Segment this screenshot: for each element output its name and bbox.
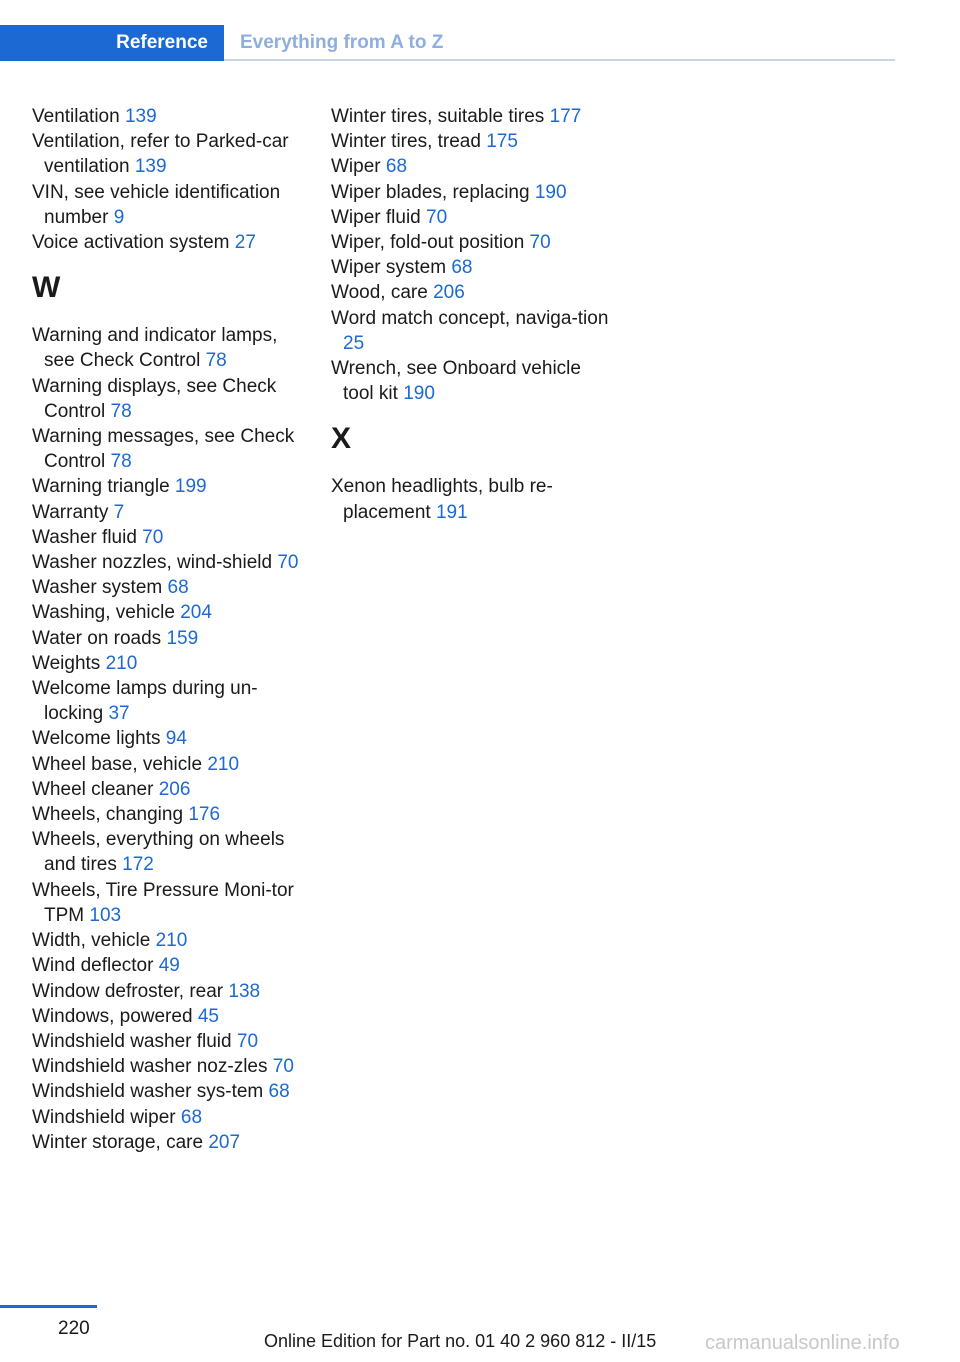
index-entry-text: Water on roads xyxy=(32,627,162,649)
index-entry-text: Wiper, fold-out position xyxy=(331,232,525,254)
watermark: carmanualsonline.info xyxy=(705,1332,900,1354)
index-entry-text: Word match concept, naviga-tion xyxy=(331,307,609,329)
index-entry-text: Wheels, changing xyxy=(32,804,184,826)
index-entry-text: Wrench, see Onboard vehicle tool kit xyxy=(331,358,581,405)
index-page-link[interactable]: 103 xyxy=(89,904,122,926)
index-entry xyxy=(32,424,312,474)
index-page-link[interactable]: 45 xyxy=(197,1005,219,1027)
index-entry-text: Warning messages, see Check Control xyxy=(32,426,295,473)
index-entry xyxy=(32,374,312,424)
index-column-left xyxy=(32,104,312,1155)
edition-info: Online Edition for Part no. 01 40 2 960 812 - II/15 xyxy=(264,1331,657,1351)
index-entry xyxy=(32,979,312,1004)
index-entry xyxy=(32,525,312,550)
index-entry xyxy=(331,104,611,129)
index-page-link[interactable]: 27 xyxy=(234,232,256,254)
index-entry xyxy=(32,600,312,625)
index-entry xyxy=(32,802,312,827)
index-page-link[interactable]: 204 xyxy=(180,602,212,624)
index-entry xyxy=(32,474,312,499)
index-entry xyxy=(32,878,312,928)
index-entry xyxy=(32,676,312,726)
index-page-link[interactable]: 199 xyxy=(174,476,207,498)
index-page-link[interactable]: 190 xyxy=(534,181,567,203)
index-entry xyxy=(331,474,611,524)
index-page-link[interactable]: 70 xyxy=(426,206,448,228)
index-entry-text: Weights xyxy=(32,652,101,674)
index-entry-text: Wiper xyxy=(331,156,381,178)
index-page-link[interactable]: 206 xyxy=(433,282,465,304)
index-entry-text: Wiper system xyxy=(331,257,447,279)
index-page-link[interactable]: 78 xyxy=(110,400,132,422)
index-entry xyxy=(32,752,312,777)
index-entry-text: Washer system xyxy=(32,577,163,599)
index-entry xyxy=(32,1105,312,1130)
index-entry-text: Wiper fluid xyxy=(331,206,421,228)
index-page-link[interactable]: 139 xyxy=(124,106,157,127)
index-entry-text: Warning triangle xyxy=(32,476,170,498)
index-entry xyxy=(32,1029,312,1054)
index-entry xyxy=(32,928,312,953)
index-entry xyxy=(32,500,312,525)
index-entry xyxy=(32,1130,312,1155)
index-page-link[interactable]: 68 xyxy=(167,577,189,599)
index-entry-text: Xenon headlights, bulb re-placement xyxy=(331,476,553,523)
index-entry-text: Wiper blades, replacing xyxy=(331,181,530,203)
index-entry xyxy=(32,726,312,751)
index-page-link[interactable]: 206 xyxy=(158,778,191,800)
index-entry xyxy=(32,323,312,373)
index-entry xyxy=(32,104,312,129)
index-page-link[interactable]: 70 xyxy=(272,1056,294,1078)
index-page-link[interactable]: 210 xyxy=(105,652,138,674)
index-entry-text: Warranty xyxy=(32,501,109,523)
index-entry xyxy=(32,575,312,600)
index-page-link[interactable]: 68 xyxy=(385,156,408,178)
index-entry-text: Warning and indicator lamps, see Check Control xyxy=(32,325,278,372)
index-entry xyxy=(331,129,611,154)
page-number: 220 xyxy=(58,1318,90,1339)
index-entry-text: Wood, care xyxy=(331,282,428,304)
index-page-link[interactable]: 191 xyxy=(435,501,468,523)
header-tab-reference: Reference xyxy=(0,25,224,61)
index-entry-text: Wheel base, vehicle xyxy=(32,753,203,775)
index-entry-text: Windshield washer fluid xyxy=(32,1030,232,1052)
index-entry-text: Windshield wiper xyxy=(32,1106,176,1128)
index-page-link[interactable]: 70 xyxy=(529,232,551,254)
index-page-link[interactable]: 190 xyxy=(403,383,435,405)
index-entry-text: Window defroster, rear xyxy=(32,980,224,1002)
index-page-link[interactable]: 78 xyxy=(110,451,132,473)
index-page-link[interactable]: 70 xyxy=(277,552,299,574)
index-entry-text: Washer nozzles, wind-shield xyxy=(32,552,273,574)
index-letter-heading: W xyxy=(32,271,61,305)
index-entry xyxy=(32,129,312,179)
index-page-link[interactable]: 25 xyxy=(343,332,365,354)
index-page-link[interactable]: 207 xyxy=(208,1131,241,1153)
index-page-link[interactable]: 138 xyxy=(228,980,261,1002)
index-entry xyxy=(32,230,312,255)
index-entry-text: Winter storage, care xyxy=(32,1131,204,1153)
index-entry xyxy=(32,953,312,978)
index-page-link[interactable]: 159 xyxy=(166,627,199,649)
index-column-right xyxy=(331,104,611,525)
index-entry xyxy=(32,1004,312,1029)
header-section-title: Everything from A to Z xyxy=(240,32,444,53)
index-page-link[interactable]: 68 xyxy=(451,257,473,279)
index-entry xyxy=(32,777,312,802)
index-entry-text: Voice activation system xyxy=(32,232,230,254)
index-page-link[interactable]: 176 xyxy=(188,804,221,826)
index-entry xyxy=(331,356,611,406)
index-entry-text: Wheels, Tire Pressure Moni-tor TPM xyxy=(32,879,294,926)
index-page-link[interactable]: 94 xyxy=(165,728,187,750)
index-page-link[interactable]: 7 xyxy=(113,501,125,523)
index-entry xyxy=(32,1079,312,1104)
index-page-link[interactable]: 175 xyxy=(486,131,518,153)
index-entry xyxy=(32,180,312,230)
index-entry-text: Windows, powered xyxy=(32,1005,193,1027)
index-entry-text: Ventilation xyxy=(32,106,120,127)
index-page-link[interactable]: 68 xyxy=(180,1106,203,1128)
index-entry-text: Welcome lights xyxy=(32,728,161,750)
index-entry xyxy=(32,1054,312,1079)
index-page-link[interactable]: 9 xyxy=(113,206,125,228)
index-entry xyxy=(331,154,611,179)
index-page-link[interactable]: 172 xyxy=(122,854,154,876)
index-entry-text: Washer fluid xyxy=(32,526,137,548)
index-entry-text: Washing, vehicle xyxy=(32,602,175,624)
index-entry-text: Windshield washer sys-tem xyxy=(32,1081,264,1103)
index-page-link[interactable]: 70 xyxy=(142,526,164,548)
index-page-link[interactable]: 78 xyxy=(205,350,227,372)
index-entry-text: Wheels, everything on wheels and tires xyxy=(32,829,285,876)
index-entry xyxy=(331,280,611,305)
index-page-link[interactable]: 177 xyxy=(549,106,582,127)
index-entry-text: Width, vehicle xyxy=(32,930,151,952)
index-entry xyxy=(32,550,312,575)
index-entry-text: Warning displays, see Check Control xyxy=(32,375,277,422)
index-entry xyxy=(331,306,611,356)
index-entry-text: Welcome lamps during un-locking xyxy=(32,678,258,725)
index-letter-heading: X xyxy=(331,422,352,456)
index-entry-text: Wheel cleaner xyxy=(32,778,154,800)
index-page-link[interactable]: 68 xyxy=(268,1081,290,1103)
index-page-link[interactable]: 49 xyxy=(158,955,180,977)
index-page-link[interactable]: 139 xyxy=(134,156,167,178)
index-page-link[interactable]: 37 xyxy=(108,703,130,725)
index-entry-text: Winter tires, tread xyxy=(331,131,481,153)
header-rule xyxy=(224,59,895,61)
index-entry-text: Wind deflector xyxy=(32,955,154,977)
index-entry-text: Ventilation, refer to Parked-car ventilation xyxy=(32,131,289,178)
index-entry xyxy=(32,626,312,651)
index-entry xyxy=(331,180,611,205)
index-entry-text: Windshield washer noz-zles xyxy=(32,1056,268,1078)
index-entry xyxy=(32,827,312,877)
index-entry xyxy=(331,230,611,255)
index-page-link[interactable]: 70 xyxy=(236,1030,259,1052)
footer-rule xyxy=(0,1305,97,1308)
index-entry-text: Winter tires, suitable tires xyxy=(331,106,545,127)
index-entry xyxy=(331,205,611,230)
index-entry-text: VIN, see vehicle identification number xyxy=(32,181,281,228)
index-entry xyxy=(32,651,312,676)
index-entry xyxy=(331,255,611,280)
index-page-link[interactable]: 210 xyxy=(207,753,240,775)
index-page-link[interactable]: 210 xyxy=(155,930,188,952)
page-header xyxy=(0,25,895,61)
